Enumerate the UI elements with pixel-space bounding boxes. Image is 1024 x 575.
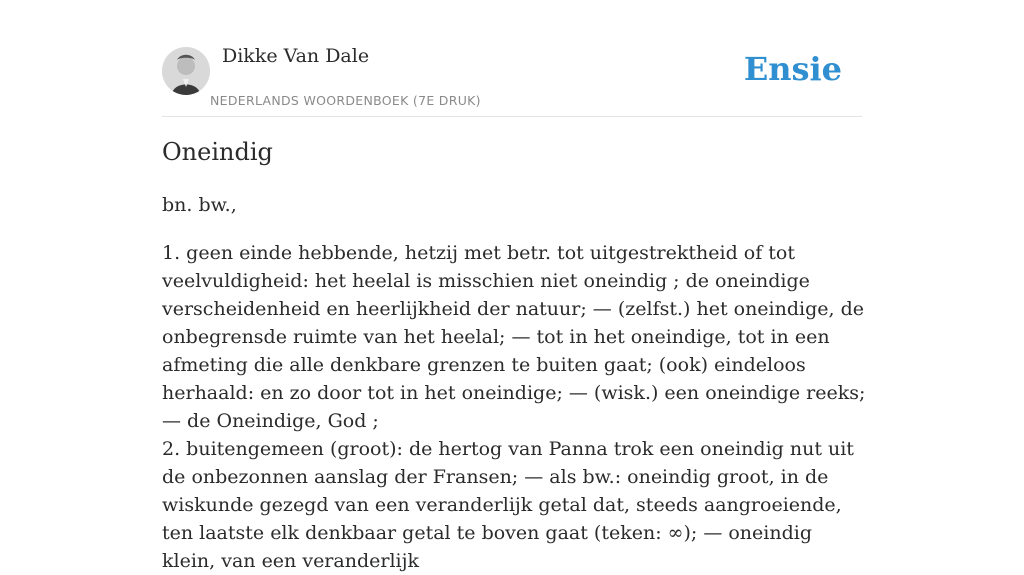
author-name[interactable]: Dikke Van Dale [222, 45, 370, 67]
entry-title: Oneindig [162, 138, 273, 166]
entry-header [162, 0, 862, 117]
definition-item: 1. geen einde hebbende, hetzij met betr. tot uitgestrektheid of tot veelvuldigheid: het heelal is misschien niet oneindig ; de oneindige verscheidenheid en heerlijkheid der natuur; — (zelfst.) het oneindige, de onbegrensde ruimte van het heelal; — tot in het oneindige, tot in een afmeting die alle denkbare grenzen te buiten gaat; (ook) eindeloos herhaald: en zo door tot in het oneindige; — (wisk.) een oneindige reeks; — de Oneindige, God ; [162, 242, 866, 432]
definition-item: 2. buitengemeen (groot): de hertog van Panna trok een oneindig nut uit de onbezonnen aanslag der Fransen; — als bw.: oneindig groot, in de wiskunde gezegd van een veranderlijk getal dat, steeds aangroeiende, ten laatste elk denkbaar getal te boven gaat (teken: ∞); — oneindig klein, van een veranderlijk [162, 438, 854, 572]
avatar[interactable] [162, 47, 210, 95]
portrait-image [162, 47, 210, 95]
brand-logo[interactable]: Ensie [743, 50, 842, 88]
source-label[interactable]: NEDERLANDS WOORDENBOEK (7E DRUK) [210, 93, 481, 108]
part-of-speech: bn. bw., [162, 194, 237, 216]
entry-card [162, 0, 866, 572]
definition-list [162, 239, 867, 575]
